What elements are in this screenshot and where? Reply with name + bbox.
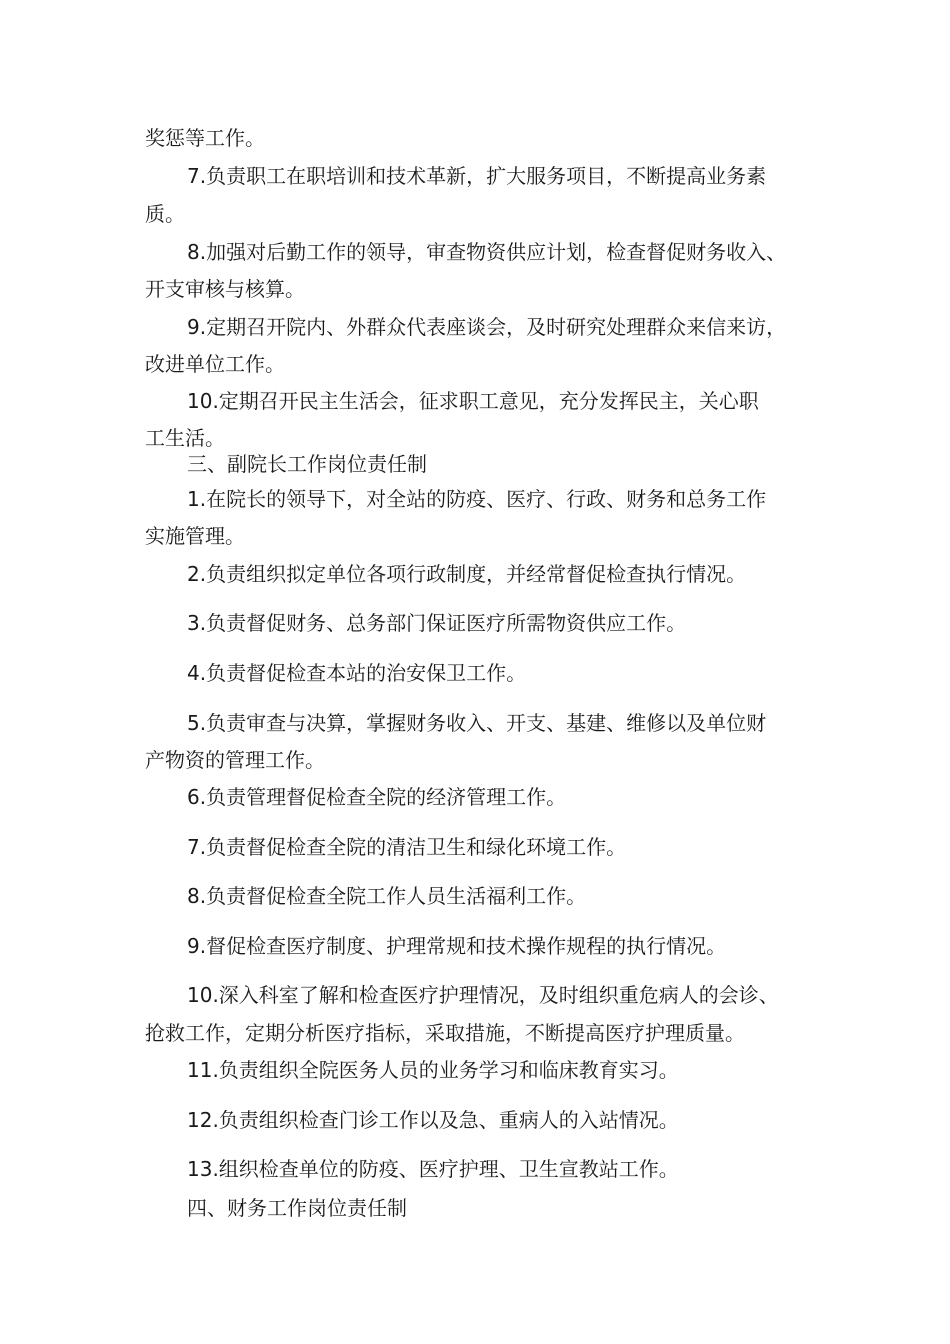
- list-item: 11.负责组织全院医务人员的业务学习和临床教育实习。: [187, 1058, 679, 1082]
- list-item: 5.负责审查与决算，掌握财务收入、开支、基建、维修以及单位财: [187, 711, 767, 735]
- list-item: 3.负责督促财务、总务部门保证医疗所需物资供应工作。: [187, 611, 687, 635]
- list-item: 7.负责督促检查全院的清洁卫生和绿化环境工作。: [187, 835, 627, 859]
- text-line: 工生活。: [145, 426, 225, 450]
- list-item: 8.加强对后勤工作的领导，审查物资供应计划，检查督促财务收入、: [187, 240, 787, 264]
- text-line: 质。: [145, 202, 185, 226]
- text-line: 奖惩等工作。: [145, 126, 265, 150]
- section-heading: 四、财务工作岗位责任制: [187, 1196, 407, 1220]
- list-item: 1.在院长的领导下，对全站的防疫、医疗、行政、财务和总务工作: [187, 487, 767, 511]
- list-item: 10.深入科室了解和检查医疗护理情况，及时组织重危病人的会诊、: [187, 983, 779, 1007]
- list-item: 2.负责组织拟定单位各项行政制度，并经常督促检查执行情况。: [187, 562, 747, 586]
- text-line: 实施管理。: [145, 524, 245, 548]
- list-item: 8.负责督促检查全院工作人员生活福利工作。: [187, 884, 587, 908]
- list-item: 7.负责职工在职培训和技术革新，扩大服务项目，不断提高业务素: [187, 164, 767, 188]
- list-item: 9.督促检查医疗制度、护理常规和技术操作规程的执行情况。: [187, 934, 727, 958]
- text-line: 抢救工作，定期分析医疗指标，采取措施，不断提高医疗护理质量。: [145, 1021, 745, 1045]
- text-line: 改进单位工作。: [145, 352, 285, 376]
- list-item: 9.定期召开院内、外群众代表座谈会，及时研究处理群众来信来访，: [187, 315, 787, 339]
- text-line: 产物资的管理工作。: [145, 748, 325, 772]
- section-heading: 三、副院长工作岗位责任制: [187, 452, 427, 476]
- text-line: 开支审核与核算。: [145, 277, 305, 301]
- list-item: 13.组织检查单位的防疫、医疗护理、卫生宣教站工作。: [187, 1157, 679, 1181]
- list-item: 6.负责管理督促检查全院的经济管理工作。: [187, 785, 567, 809]
- list-item: 4.负责督促检查本站的治安保卫工作。: [187, 661, 527, 685]
- list-item: 12.负责组织检查门诊工作以及急、重病人的入站情况。: [187, 1108, 679, 1132]
- list-item: 10.定期召开民主生活会，征求职工意见，充分发挥民主，关心职: [187, 389, 759, 413]
